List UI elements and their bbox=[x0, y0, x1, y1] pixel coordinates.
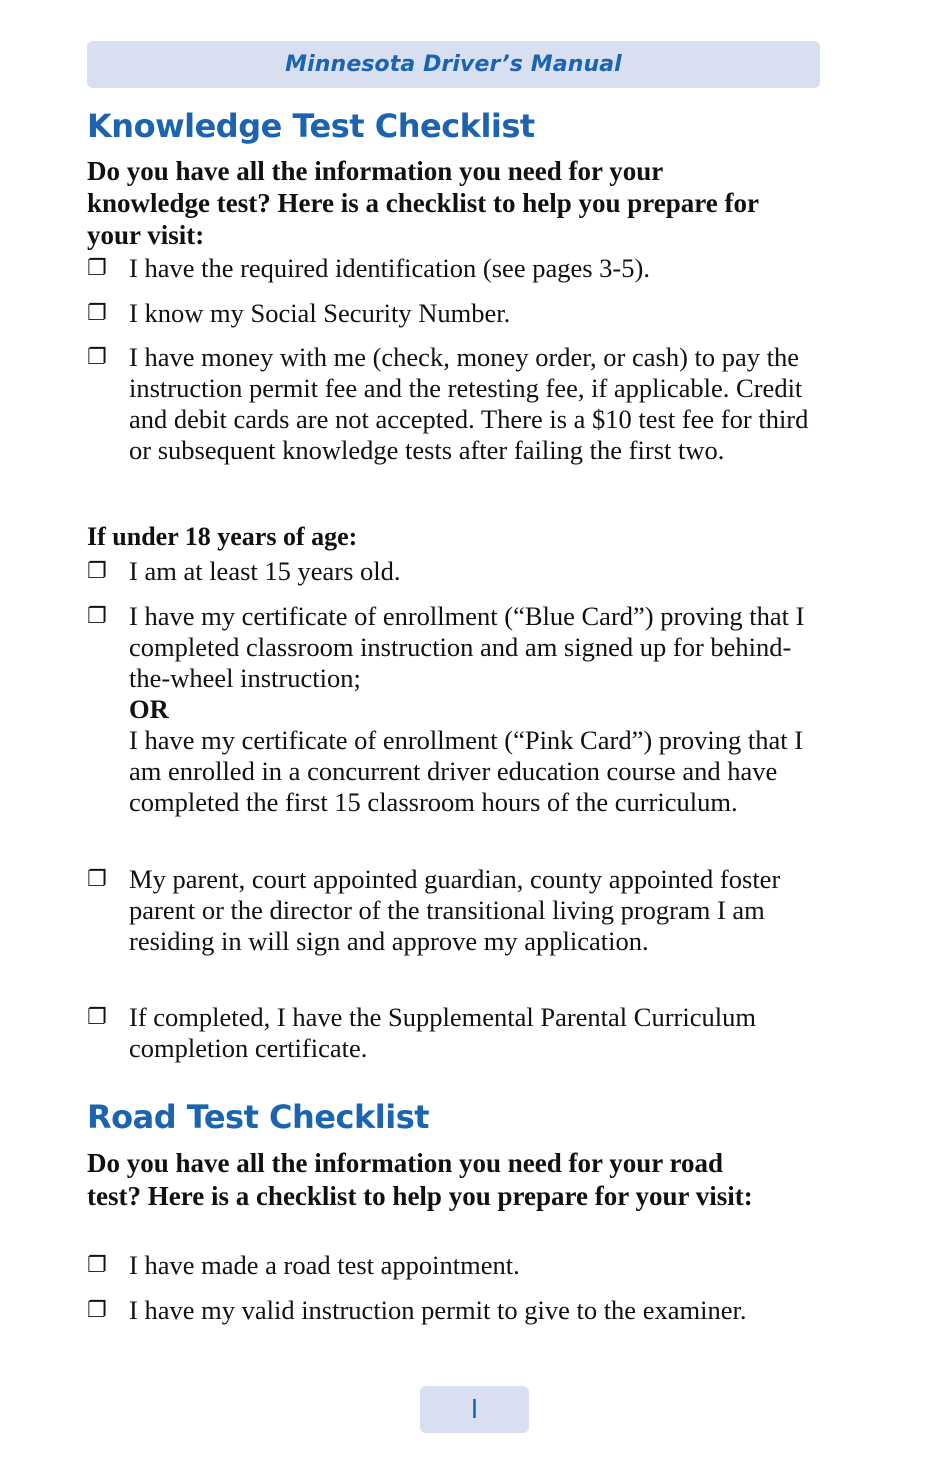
checkbox-icon[interactable]: ❐ bbox=[87, 559, 107, 584]
checkbox-icon[interactable]: ❐ bbox=[87, 301, 107, 326]
page-number-text: I bbox=[470, 1394, 479, 1425]
item-text: My parent, court appointed guardian, county appointed foster parent or the director of the transitional living program I am residing in will sign and approve my application. bbox=[129, 864, 781, 956]
pink-card-text: I have my certificate of enrollment (“Pink Card”) proving that I am enrolled in a concurrent driver education course and have completed the first 15 classroom hours of the curriculum. bbox=[129, 725, 804, 817]
checkbox-icon[interactable]: ❐ bbox=[87, 1253, 107, 1278]
knowledge-checklist-item[interactable] bbox=[87, 342, 817, 466]
road-intro: Do you have all the information you need for your road test? Here is a checklist to help you prepare for your visit: bbox=[87, 1148, 753, 1211]
blue-card-text: I have my certificate of enrollment (“Blue Card”) proving that I completed classroom instruction and am signed up for behind-the-wheel instruction; bbox=[129, 601, 805, 693]
road-section-title: Road Test Checklist bbox=[87, 1098, 430, 1136]
road-checklist-item[interactable] bbox=[87, 1250, 817, 1281]
knowledge-checklist-item[interactable] bbox=[87, 298, 817, 329]
checkbox-icon[interactable]: ❐ bbox=[87, 256, 107, 281]
item-text: I have made a road test appointment. bbox=[129, 1250, 520, 1280]
or-label: OR bbox=[129, 694, 169, 724]
item-text: If completed, I have the Supplemental Parental Curriculum completion certificate. bbox=[129, 1002, 756, 1063]
manual-title: Minnesota Driver’s Manual bbox=[285, 52, 622, 77]
under18-checklist-item[interactable] bbox=[87, 556, 817, 587]
checkbox-icon[interactable]: ❐ bbox=[87, 1298, 107, 1323]
item-text: I am at least 15 years old. bbox=[129, 556, 401, 586]
under18-checklist-item[interactable] bbox=[87, 601, 817, 818]
knowledge-checklist-item[interactable] bbox=[87, 253, 817, 284]
under18-checklist-item[interactable] bbox=[87, 864, 817, 957]
knowledge-intro: Do you have all the information you need for your knowledge test? Here is a checklist to help you prepare for your visit: bbox=[87, 156, 759, 250]
checkbox-icon[interactable]: ❐ bbox=[87, 867, 107, 892]
under18-checklist-item[interactable] bbox=[87, 1002, 817, 1064]
road-checklist-item[interactable] bbox=[87, 1295, 817, 1326]
header-bar bbox=[87, 41, 820, 88]
checkbox-icon[interactable]: ❐ bbox=[87, 345, 107, 370]
page-number bbox=[420, 1386, 529, 1433]
item-text: I know my Social Security Number. bbox=[129, 298, 511, 328]
checkbox-icon[interactable]: ❐ bbox=[87, 1005, 107, 1030]
item-text: I have money with me (check, money order, or cash) to pay the instruction permit fee and the retesting fee, if applicable. Credit and debit cards are not accepted. There is a $10 test fee for third or subsequent knowledge tests after failing the first two. bbox=[129, 342, 809, 465]
under-18-heading: If under 18 years of age: bbox=[87, 522, 358, 551]
item-text: I have my valid instruction permit to give to the examiner. bbox=[129, 1295, 747, 1325]
knowledge-section-title: Knowledge Test Checklist bbox=[87, 107, 535, 145]
item-text: I have the required identification (see pages 3-5). bbox=[129, 253, 650, 283]
checkbox-icon[interactable]: ❐ bbox=[87, 604, 107, 629]
